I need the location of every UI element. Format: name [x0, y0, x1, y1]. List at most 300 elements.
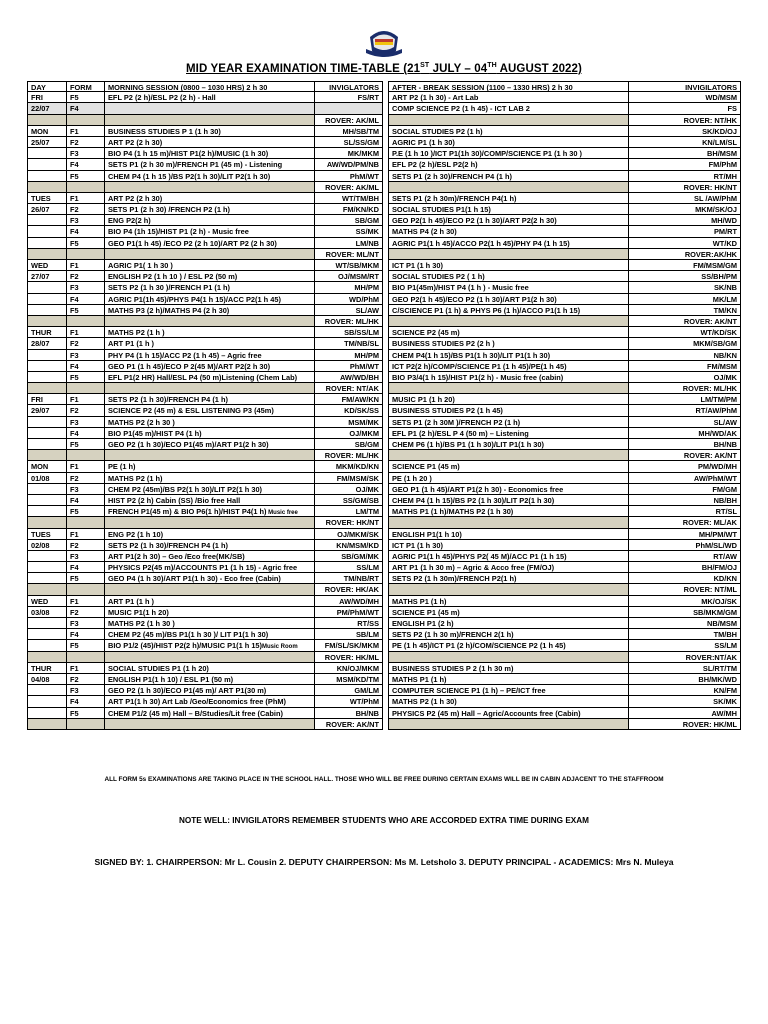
morning-invigilators-cell-text: SB/GM [354, 216, 379, 226]
morning-session-cell-text: GEO P1 (1 h 45)/ECO P 2(45 M)/ART P2(2 h 30) [108, 361, 271, 371]
morning-session-cell [105, 674, 315, 685]
morning-session-cell [105, 137, 315, 148]
afternoon-invigilators-cell [629, 137, 741, 148]
morning-session-cell [105, 529, 315, 540]
header-afternoon: AFTER - BREAK SESSION (1100 – 1330 HRS) 2 h 30 [389, 81, 629, 92]
day-cell [27, 607, 67, 618]
morning-session-cell [105, 417, 315, 428]
morning-session-cell [105, 540, 315, 551]
afternoon-invigilators-cell-text: RT/SL [715, 507, 737, 517]
table-row [27, 495, 741, 506]
afternoon-session-cell-text: EFL P2 (2 h)/ESL P2(2 h) [392, 160, 478, 170]
form-cell [67, 260, 105, 271]
afternoon-session-cell [389, 629, 629, 640]
afternoon-invigilators-cell [629, 596, 741, 607]
header-invigilators-morning: INVIGLATORS [315, 81, 383, 92]
morning-invigilators-cell [315, 171, 383, 182]
day-cell [27, 663, 67, 674]
morning-session-cell [105, 450, 315, 461]
day-cell [27, 696, 67, 707]
form-cell [67, 137, 105, 148]
afternoon-invigilators-cell-text: SL/RT/TM [702, 663, 737, 673]
morning-invigilators-cell-text: ROVER: AK/NT [325, 719, 379, 729]
afternoon-session-cell-text: MUSIC P1 (1 h 20) [392, 395, 455, 405]
afternoon-session-cell-text: SETS P1 (2 h 30)/FRENCH P4 (1 h) [392, 171, 512, 181]
afternoon-invigilators-cell-text: NB/KN [713, 350, 737, 360]
morning-invigilators-cell [315, 249, 383, 260]
afternoon-session-cell-text: MATHS P1 (1 h) [392, 674, 447, 684]
afternoon-invigilators-cell-text: MKM/SB/GM [693, 339, 737, 349]
day-cell-text: FRI [31, 395, 43, 405]
day-cell [27, 137, 67, 148]
morning-invigilators-cell-text: SS/LM [356, 563, 379, 573]
afternoon-session-cell-text: PE (1 h 45)/ICT P1 (2 h)/COM/SCIENCE P2 (1 h 45) [392, 641, 566, 651]
day-cell [27, 92, 67, 103]
afternoon-session-cell [389, 238, 629, 249]
form-cell [67, 551, 105, 562]
form-cell [67, 226, 105, 237]
morning-session-cell [105, 182, 315, 193]
form-cell [67, 450, 105, 461]
morning-invigilators-cell-text: AW/WD/PM/NB [326, 160, 379, 170]
morning-session-cell [105, 495, 315, 506]
rover-row [27, 652, 741, 663]
morning-invigilators-cell-text: SB/LM [356, 630, 379, 640]
afternoon-invigilators-cell-text: FM/GM [712, 484, 737, 494]
morning-session-cell-text: PE (1 h) [108, 462, 136, 472]
day-cell-text: 27/07 [31, 272, 50, 282]
morning-invigilators-cell [315, 607, 383, 618]
rover-row [27, 517, 741, 528]
afternoon-invigilators-cell [629, 316, 741, 327]
afternoon-session-cell [389, 473, 629, 484]
table-row [27, 551, 741, 562]
day-cell [27, 506, 67, 517]
form-cell [67, 338, 105, 349]
form-cell [67, 640, 105, 651]
morning-session-cell-text: CHEM P1/2 (45 m) Hall – B/Studies/Lit free (Cabin) [108, 708, 283, 718]
afternoon-session-cell [389, 562, 629, 573]
day-cell-text: WED [31, 596, 49, 606]
afternoon-session-cell-text: P.E (1 h 10 )/ICT P1(1h 30)/COMP/SCIENCE P1 (1 h 30 ) [392, 149, 583, 159]
form-cell [67, 540, 105, 551]
afternoon-invigilators-cell-text: MK/LM [712, 294, 737, 304]
morning-session-cell [105, 584, 315, 595]
morning-invigilators-cell [315, 584, 383, 595]
morning-session-cell [105, 204, 315, 215]
afternoon-invigilators-cell [629, 148, 741, 159]
header-day: DAY [27, 81, 67, 92]
morning-session-cell-text: GEO P2 (1 h 30)/ECO P1(45 m)/ART P1(2 h 30) [108, 440, 269, 449]
table-row [27, 439, 741, 450]
morning-session-cell-text: MATHS P2 (1 h ) [108, 328, 165, 338]
rover-row [27, 249, 741, 260]
afternoon-session-cell [389, 361, 629, 372]
day-cell [27, 327, 67, 338]
morning-session-cell [105, 428, 315, 439]
day-cell [27, 148, 67, 159]
afternoon-invigilators-cell [629, 238, 741, 249]
afternoon-invigilators-cell [629, 282, 741, 293]
table-row [27, 573, 741, 584]
morning-invigilators-cell-text: ROVER: ML/NT [325, 249, 379, 259]
afternoon-session-cell [389, 618, 629, 629]
form-cell-text: F1 [70, 663, 79, 673]
day-cell-text: 01/08 [31, 473, 50, 483]
afternoon-invigilators-cell-text: MH/PM/WT [698, 529, 737, 539]
afternoon-session-cell-text: CHEM P6 (1 h)/BS P1 (1 h 30)/LIT P1(1 h 30) [392, 440, 544, 449]
afternoon-invigilators-cell-text: TM/BH [713, 630, 737, 640]
form-cell [67, 171, 105, 182]
morning-session-cell-text: FRENCH P1(45 m) & BIO P6(1 h)/HIST P4(1 h) [108, 507, 267, 517]
afternoon-session-cell [389, 685, 629, 696]
morning-invigilators-cell [315, 708, 383, 719]
form-cell-text: F3 [70, 551, 79, 561]
afternoon-session-cell [389, 103, 629, 114]
day-cell [27, 439, 67, 450]
day-cell [27, 473, 67, 484]
morning-session-cell-text: SETS P2 (1 h 30)/FRENCH P4 (1 h) [108, 540, 228, 550]
afternoon-invigilators-cell-text: BH/MK/WD [698, 674, 737, 684]
day-cell-text: MON [31, 126, 49, 136]
form-cell-text: F2 [70, 137, 79, 147]
morning-invigilators-cell [315, 719, 383, 730]
table-row [27, 327, 741, 338]
morning-invigilators-cell [315, 338, 383, 349]
morning-invigilators-cell-text: MK/MKM [347, 149, 379, 159]
form-cell-text: F4 [70, 160, 79, 170]
morning-session-cell-text: ART P1(2 h 30) – Geo /Eco free(MK/SB) [108, 551, 245, 561]
afternoon-session-cell [389, 282, 629, 293]
morning-invigilators-cell [315, 428, 383, 439]
morning-invigilators-cell-text: PhM/WT [349, 171, 379, 181]
morning-session-cell-text: AGRIC P1( 1 h 30 ) [108, 261, 173, 270]
afternoon-invigilators-cell [629, 696, 741, 707]
afternoon-session-cell-text: MATHS P1 (1 h)/MATHS P2 (1 h 30) [392, 507, 514, 517]
table-row [27, 562, 741, 573]
form-cell-text: F5 [70, 93, 79, 103]
table-row [27, 126, 741, 137]
form-cell-text: F5 [70, 708, 79, 718]
afternoon-invigilators-cell-text: FM/MSM/GM [693, 261, 737, 270]
afternoon-invigilators-cell-text: FS [727, 104, 737, 114]
afternoon-session-cell-text: EFL P1 (2 h)/ESL P 4 (50 m) – Listening [392, 428, 529, 438]
day-cell [27, 629, 67, 640]
morning-invigilators-cell [315, 461, 383, 472]
afternoon-invigilators-cell-text: MH/WD [711, 216, 737, 226]
form-cell-text: F1 [70, 261, 79, 270]
header-invigilators-afternoon: INVIGILATORS [629, 81, 741, 92]
afternoon-invigilators-cell-text: SL/AW [713, 417, 737, 427]
rover-row [27, 584, 741, 595]
morning-invigilators-cell-text: ROVER: ML/HK [324, 451, 379, 461]
footer-note-extra-time: NOTE WELL: INVIGILATORS REMEMBER STUDENTS WHO ARE ACCORDED EXTRA TIME DURING EXAM [179, 816, 589, 825]
form-cell [67, 696, 105, 707]
afternoon-invigilators-cell-text: OJ/MK [713, 372, 737, 382]
form-cell [67, 484, 105, 495]
afternoon-invigilators-cell [629, 171, 741, 182]
form-cell [67, 316, 105, 327]
morning-invigilators-cell-text: SS/GM/SB [342, 495, 379, 505]
form-cell [67, 719, 105, 730]
afternoon-invigilators-cell-text: MH/WD/AK [698, 428, 737, 438]
morning-invigilators-cell [315, 305, 383, 316]
morning-invigilators-cell-text: ROVER: AK/ML [325, 182, 379, 192]
morning-session-cell [105, 640, 315, 651]
form-cell-text: F1 [70, 193, 79, 203]
day-cell [27, 260, 67, 271]
morning-session-cell-text: MATHS P2 (1 h) [108, 473, 163, 483]
afternoon-session-cell-text: SCIENCE P1 (45 m) [392, 607, 460, 617]
morning-invigilators-cell-text: ROVER: HK/AK [324, 585, 379, 595]
form-cell-text: F4 [70, 294, 79, 304]
afternoon-session-cell [389, 383, 629, 394]
school-crest-icon [364, 27, 404, 61]
afternoon-invigilators-cell-text: AW/MH [711, 708, 737, 718]
afternoon-session-cell [389, 551, 629, 562]
morning-invigilators-cell-text: MSM/MK [348, 417, 379, 427]
morning-invigilators-cell-text: LM/TM [355, 507, 379, 517]
table-row [27, 674, 741, 685]
morning-invigilators-cell [315, 159, 383, 170]
morning-invigilators-cell-text: FM/AW/KN [341, 395, 379, 405]
afternoon-invigilators-cell-text: ROVER:AK/HK [684, 249, 737, 259]
table-row [27, 529, 741, 540]
morning-session-cell [105, 361, 315, 372]
form-cell [67, 428, 105, 439]
morning-invigilators-cell-text: AW/WD/BH [340, 372, 379, 382]
form-cell [67, 115, 105, 126]
venue-note: Music Room [262, 644, 298, 651]
afternoon-session-cell-text: AGRIC P1(1 h 45)/PHYS P2( 45 M)/ACC P1 (1 h 15) [392, 551, 567, 561]
morning-invigilators-cell [315, 260, 383, 271]
afternoon-invigilators-cell-text: NB/BH [713, 495, 737, 505]
form-cell [67, 439, 105, 450]
afternoon-session-cell-text: CHEM P4 (1 h 15)/BS P2 (1 h 30)/LIT P2(1 h 30) [392, 495, 555, 505]
morning-session-cell-text: ENGLISH P2 (1 h 10 ) / ESL P2 (50 m) [108, 272, 238, 282]
afternoon-invigilators-cell [629, 517, 741, 528]
afternoon-session-cell [389, 372, 629, 383]
afternoon-session-cell [389, 171, 629, 182]
table-row [27, 405, 741, 416]
afternoon-session-cell [389, 450, 629, 461]
morning-session-cell [105, 652, 315, 663]
morning-invigilators-cell [315, 405, 383, 416]
table-row [27, 629, 741, 640]
afternoon-session-cell [389, 640, 629, 651]
morning-session-cell [105, 260, 315, 271]
morning-invigilators-cell-text: KN/MSM/KD [336, 540, 379, 550]
form-cell [67, 372, 105, 383]
day-cell-text: THUR [31, 328, 52, 338]
morning-invigilators-cell [315, 562, 383, 573]
afternoon-session-cell [389, 439, 629, 450]
afternoon-session-cell [389, 92, 629, 103]
afternoon-session-cell [389, 584, 629, 595]
day-cell [27, 562, 67, 573]
morning-invigilators-cell [315, 316, 383, 327]
afternoon-session-cell [389, 663, 629, 674]
morning-session-cell [105, 238, 315, 249]
day-cell [27, 405, 67, 416]
morning-session-cell [105, 629, 315, 640]
form-cell [67, 361, 105, 372]
morning-invigilators-cell [315, 394, 383, 405]
afternoon-session-cell-text: SETS P1 (2 h 30M )/FRENCH P2 (1 h) [392, 417, 521, 427]
afternoon-invigilators-cell [629, 103, 741, 114]
day-cell [27, 450, 67, 461]
afternoon-invigilators-cell-text: ROVER: NT/HK [683, 115, 737, 125]
afternoon-invigilators-cell-text: ROVER: AK/NT [683, 451, 737, 461]
morning-invigilators-cell [315, 696, 383, 707]
morning-invigilators-cell [315, 674, 383, 685]
afternoon-session-cell-text: AGRIC P1 (1 h 30) [392, 137, 455, 147]
table-row [27, 372, 741, 383]
morning-session-cell [105, 126, 315, 137]
morning-invigilators-cell-text: BH/NB [355, 708, 379, 718]
day-cell [27, 618, 67, 629]
morning-session-cell-text: SETS P2 (1 h 30 )/FRENCH P1 (1 h) [108, 283, 230, 293]
day-cell [27, 238, 67, 249]
form-cell-text: F5 [70, 305, 79, 315]
afternoon-session-cell-text: GEO P2(1 h 45)/ECO P2 (1 h 30)/ART P1(2 h 30) [392, 294, 557, 304]
morning-invigilators-cell-text: WT/SB/MKM [335, 261, 379, 270]
afternoon-session-cell-text: SOCIAL STUDIES P1(1 h 15) [392, 205, 491, 215]
afternoon-session-cell [389, 260, 629, 271]
morning-invigilators-cell-text: MH/SB/TM [342, 126, 379, 136]
afternoon-invigilators-cell [629, 450, 741, 461]
afternoon-session-cell [389, 204, 629, 215]
afternoon-invigilators-cell [629, 584, 741, 595]
morning-invigilators-cell [315, 529, 383, 540]
day-cell [27, 394, 67, 405]
form-cell [67, 271, 105, 282]
afternoon-session-cell-text: C/SCIENCE P1 (1 h) & PHYS P6 (1 h)/ACCO P1(1 h 15) [392, 305, 581, 315]
afternoon-invigilators-cell [629, 461, 741, 472]
afternoon-invigilators-cell-text: NB/MSM [707, 619, 737, 628]
morning-session-cell [105, 473, 315, 484]
afternoon-session-cell [389, 506, 629, 517]
afternoon-session-cell [389, 126, 629, 137]
form-cell-text: F4 [70, 697, 79, 707]
morning-session-cell-text: ENG P2 (1 h 10) [108, 529, 164, 539]
afternoon-session-cell [389, 696, 629, 707]
form-cell [67, 652, 105, 663]
form-cell-text: F2 [70, 607, 79, 617]
table-row [27, 394, 741, 405]
morning-invigilators-cell-text: SS/MK [355, 227, 379, 237]
form-cell [67, 126, 105, 137]
morning-invigilators-cell [315, 92, 383, 103]
form-cell-text: F5 [70, 641, 79, 651]
morning-invigilators-cell-text: GM/LM [354, 686, 379, 696]
table-row [27, 171, 741, 182]
morning-invigilators-cell [315, 115, 383, 126]
day-cell [27, 305, 67, 316]
afternoon-invigilators-cell [629, 204, 741, 215]
table-row [27, 282, 741, 293]
form-cell [67, 461, 105, 472]
morning-invigilators-cell [315, 652, 383, 663]
morning-session-cell-text: EFL P2 (2 h)/ESL P2 (2 h) - Hall [108, 93, 216, 103]
form-cell [67, 238, 105, 249]
morning-session-cell-text: MATHS P2 (2 h 30 ) [108, 417, 175, 427]
afternoon-session-cell [389, 294, 629, 305]
afternoon-invigilators-cell-text: FM/MSM [707, 361, 737, 371]
form-cell-text: F5 [70, 372, 79, 382]
afternoon-invigilators-cell-text: SS/BH/PM [701, 272, 737, 282]
afternoon-session-cell [389, 708, 629, 719]
form-cell-text: F5 [70, 440, 79, 449]
afternoon-session-cell-text: SCIENCE P1 (45 m) [392, 462, 460, 472]
afternoon-invigilators-cell-text: SB/MKM/GM [693, 607, 737, 617]
morning-invigilators-cell [315, 271, 383, 282]
afternoon-invigilators-cell-text: PM/RT [714, 227, 737, 237]
morning-session-cell [105, 115, 315, 126]
morning-session-cell [105, 148, 315, 159]
afternoon-session-cell [389, 305, 629, 316]
form-cell [67, 584, 105, 595]
day-cell-text: 29/07 [31, 406, 50, 416]
day-cell [27, 551, 67, 562]
day-cell [27, 484, 67, 495]
morning-invigilators-cell-text: WD/PhM [349, 294, 379, 304]
afternoon-session-cell-text: BUSINESS STUDIES P2 (2 h ) [392, 339, 495, 349]
morning-session-cell [105, 506, 315, 517]
form-cell-text: F2 [70, 406, 79, 416]
afternoon-invigilators-cell-text: PM/WD/MH [698, 462, 737, 472]
form-cell [67, 573, 105, 584]
form-cell [67, 674, 105, 685]
afternoon-invigilators-cell-text: SS/LM [714, 641, 737, 651]
morning-invigilators-cell [315, 473, 383, 484]
morning-session-cell-text: BIO P1/2 (45)/HIST P2(2 h)/MUSIC P1(1 h 15) [108, 641, 263, 651]
morning-invigilators-cell [315, 238, 383, 249]
afternoon-invigilators-cell [629, 618, 741, 629]
form-cell-text: F1 [70, 462, 79, 472]
morning-session-cell [105, 562, 315, 573]
afternoon-invigilators-cell-text: MK/OJ/SK [701, 596, 737, 606]
morning-session-cell [105, 551, 315, 562]
afternoon-session-cell [389, 271, 629, 282]
afternoon-invigilators-cell [629, 271, 741, 282]
afternoon-invigilators-cell [629, 361, 741, 372]
form-cell [67, 607, 105, 618]
morning-session-cell [105, 461, 315, 472]
morning-invigilators-cell-text: KN/OJ/MKM [336, 663, 379, 673]
day-cell-text: THUR [31, 663, 52, 673]
form-cell [67, 663, 105, 674]
form-cell-text: F2 [70, 540, 79, 550]
rover-row [27, 316, 741, 327]
form-cell [67, 350, 105, 361]
morning-session-cell-text: MATHS P3 (2 h)/MATHS P4 (2 h 30) [108, 305, 230, 315]
morning-session-cell [105, 215, 315, 226]
morning-session-cell [105, 663, 315, 674]
afternoon-invigilators-cell-text: SL /AW/PhM [694, 193, 737, 203]
afternoon-invigilators-cell [629, 372, 741, 383]
table-row [27, 607, 741, 618]
form-cell [67, 596, 105, 607]
afternoon-invigilators-cell [629, 719, 741, 730]
afternoon-session-cell-text: ICT P1 (1 h 30) [392, 540, 443, 550]
rover-row [27, 450, 741, 461]
form-cell [67, 249, 105, 260]
day-cell [27, 584, 67, 595]
afternoon-session-cell [389, 719, 629, 730]
morning-session-cell [105, 618, 315, 629]
afternoon-session-cell-text: GEO P2(1 h 45)/ECO P2 (1 h 30)/ART P2(2 h 30) [392, 216, 557, 226]
